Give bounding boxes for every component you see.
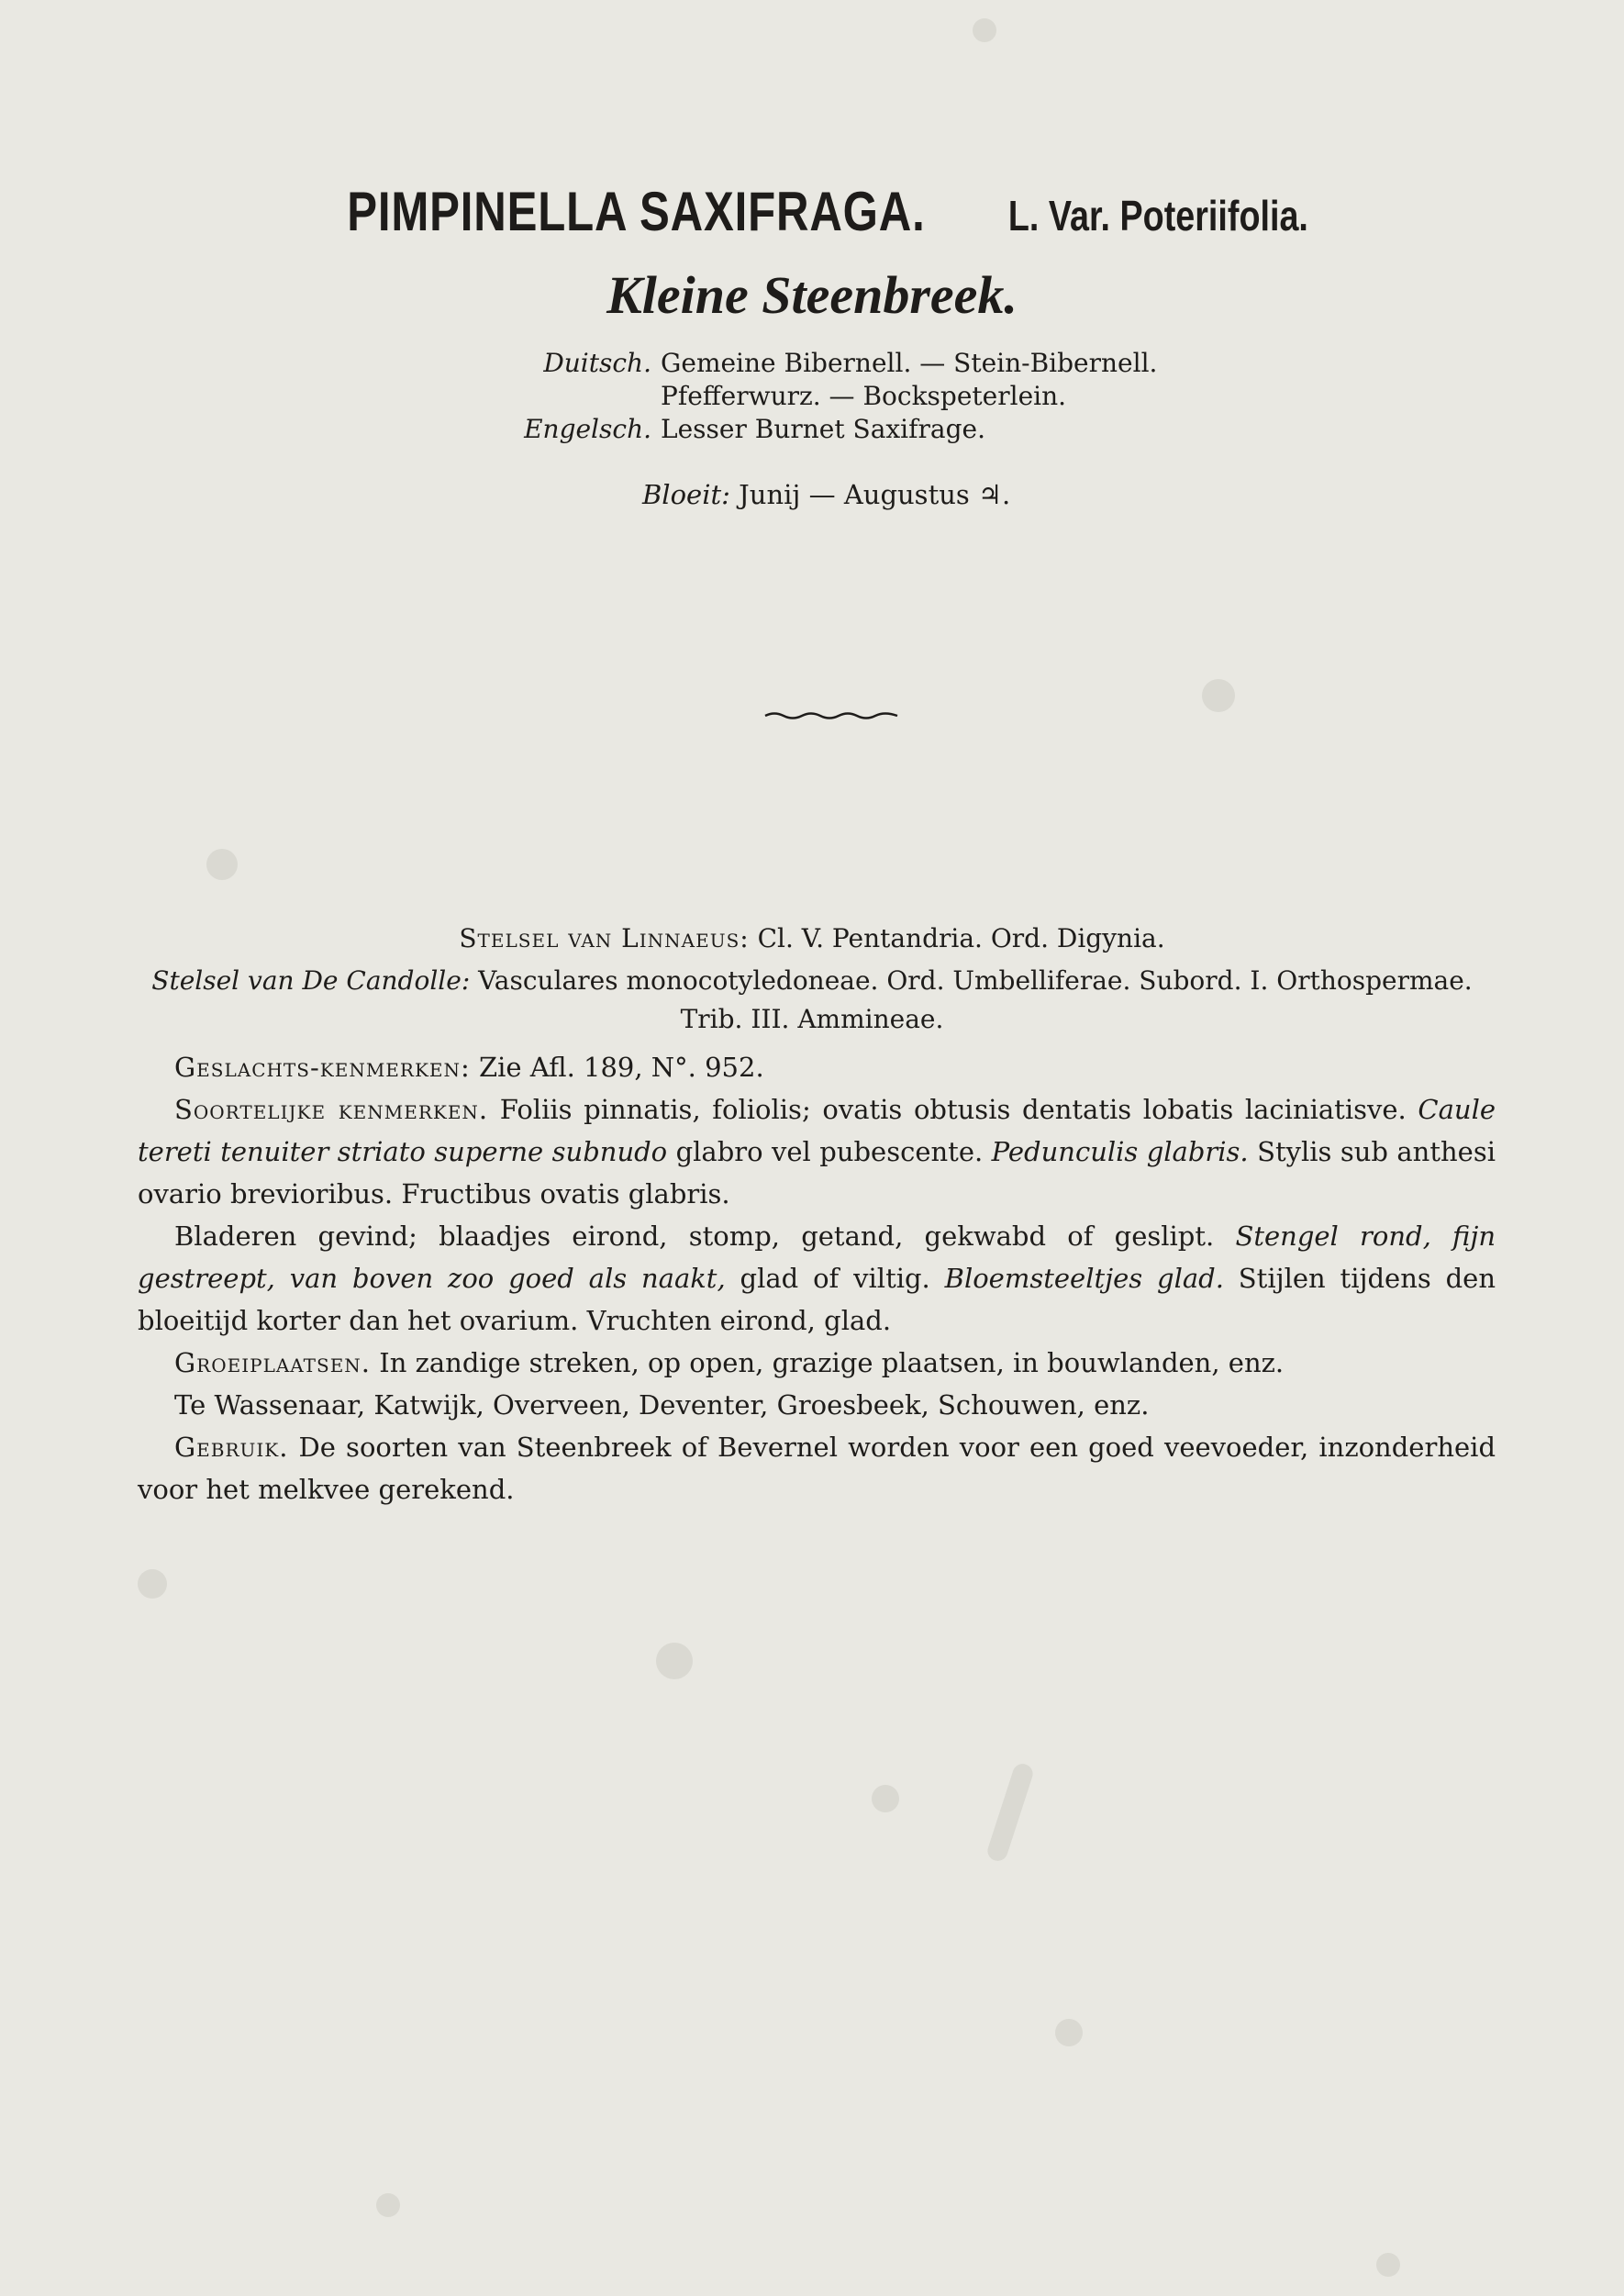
english-label: Engelsch. (524, 414, 651, 444)
localities: Te Wassenaar, Katwijk, Overveen, Deventer, Groesbeek, Schouwen, enz. (174, 1389, 1150, 1421)
flowering-label: Bloeit: (642, 479, 730, 510)
genus-characters-label: Geslachts-kenmerken: (174, 1052, 471, 1083)
use-label: Gebruik. (174, 1432, 289, 1463)
genus-species: PIMPINELLA SAXIFRAGA. (346, 181, 926, 242)
dutch-name: Kleine Steenbreek. (606, 265, 1018, 325)
paper-stain (656, 1643, 693, 1679)
paper-stain (1376, 2253, 1400, 2277)
english-row (516, 413, 1157, 446)
common-names (516, 347, 1157, 446)
wave-divider-ornament (763, 708, 901, 723)
dutch-description: Bladeren gevind; blaadjes eirond, stomp, getand, gekwabd of geslipt. Stengel rond, fijn gestreept, van boven zoo goed als naakt, glad of viltig. Bloemsteeltjes glad. Stijlen tijdens den bloeitijd korter dan het ovarium. Vruchten eirond, glad. (138, 1220, 1496, 1336)
candolle-system (0, 965, 1624, 996)
german-row-1 (516, 347, 1157, 380)
genus-characters (138, 1046, 1496, 1088)
paper-stain (872, 1785, 899, 1812)
paper-stain (1055, 2019, 1083, 2046)
german-label: Duitsch. (543, 348, 651, 378)
linnaeus-value: Cl. V. Pentandria. Ord. Digynia. (757, 923, 1165, 953)
paper-stain (376, 2193, 400, 2217)
habitat-value: In zandige streken, op open, grazige plaatsen, in bouwlanden, enz. (379, 1347, 1285, 1378)
german-names-2: Pfefferwurz. — Bockspeterlein. (661, 381, 1067, 411)
genus-characters-value: Zie Afl. 189, N°. 952. (478, 1052, 764, 1083)
description-body (138, 1046, 1496, 1510)
paper-stain (206, 849, 238, 880)
species-characters-label: Soortelijke kenmerken. (174, 1094, 489, 1125)
german-names-1: Gemeine Bibernell. — Stein-Bibernell. (661, 348, 1158, 378)
flowering-period (642, 479, 1010, 510)
use (138, 1426, 1496, 1510)
english-name: Lesser Burnet Saxifrage. (661, 414, 985, 444)
paper-stain (973, 18, 996, 42)
habitat-label: Groeiplaatsen. (174, 1347, 372, 1378)
candolle-tribe: Trib. III. Ammineae. (680, 1004, 944, 1034)
flowering-value: Junij — Augustus ♃. (739, 479, 1011, 510)
use-value: De soorten van Steenbreek of Bevernel worden voor een goed veevoeder, inzonderheid voor het melkvee gerekend. (138, 1432, 1496, 1505)
german-row-2 (516, 380, 1157, 413)
species-title (0, 180, 1624, 243)
candolle-value: Vasculares monocotyledoneae. Ord. Umbelliferae. Subord. I. Orthospermae. (478, 965, 1473, 996)
paper-stain (1202, 679, 1235, 712)
paper-stain (985, 1761, 1036, 1863)
paper-stain (138, 1569, 167, 1599)
author-variety: L. Var. Poteriifolia. (1007, 192, 1308, 240)
species-characters: Soortelijke kenmerken. Foliis pinnatis, foliolis; ovatis obtusis dentatis lobatis laciniatisve. Caule tereti tenuiter striato superne subnudo glabro vel pubescente. Pedunculis glabris. Stylis sub anthesi ovario brevioribus. Fructibus ovatis glabris. (138, 1094, 1496, 1209)
habitat (138, 1342, 1496, 1384)
linnaeus-label: Stelsel van Linnaeus: (459, 923, 750, 953)
linnaeus-system (0, 923, 1624, 953)
candolle-label: Stelsel van De Candolle: (151, 965, 471, 996)
